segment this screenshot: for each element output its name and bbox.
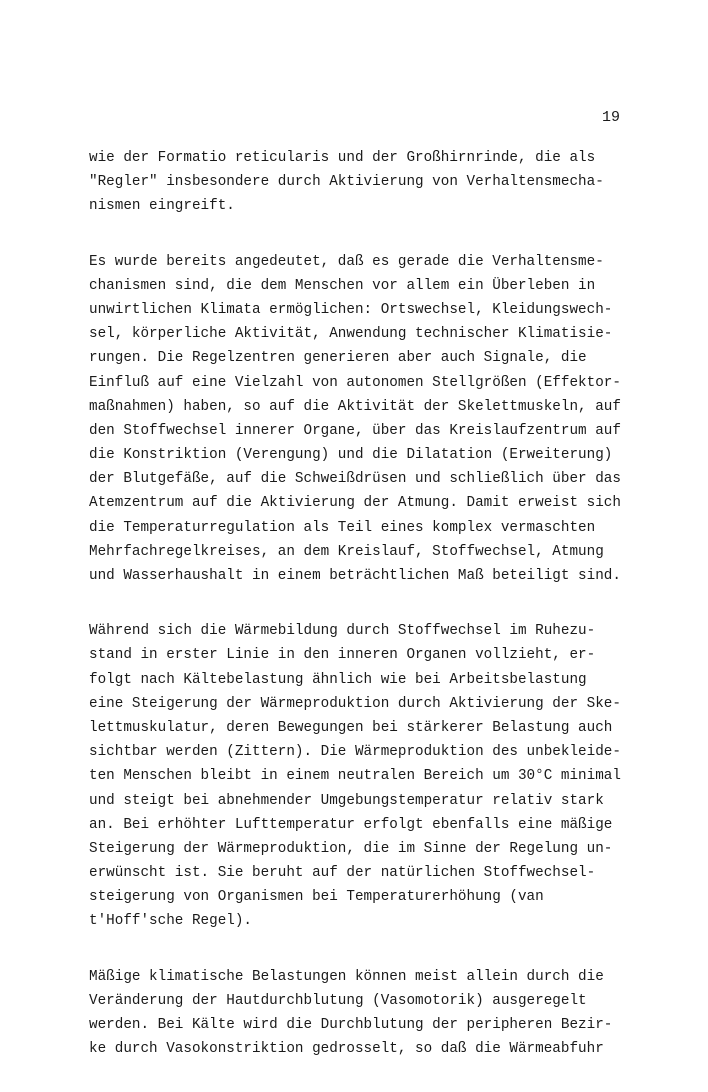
text-line: ke durch Vasokonstriktion gedrosselt, so daß die Wärmeabfuhr xyxy=(89,1041,604,1058)
text-line: ten Menschen bleibt in einem neutralen Bereich um 30°C minimal xyxy=(89,768,621,785)
text-line: nismen eingreift. xyxy=(89,198,235,215)
text-line: unwirtlichen Klimata ermöglichen: Ortswechsel, Kleidungswech- xyxy=(89,301,613,318)
text-line: eine Steigerung der Wärmeproduktion durch Aktivierung der Ske- xyxy=(89,695,621,712)
text-line: die Temperaturregulation als Teil eines komplex vermaschten xyxy=(89,519,596,536)
text-line: sel, körperliche Aktivität, Anwendung technischer Klimatisie- xyxy=(89,326,613,343)
text-line: Während sich die Wärmebildung durch Stoffwechsel im Ruhezu- xyxy=(89,623,596,640)
text-line: t'Hoff'sche Regel). xyxy=(89,913,253,930)
text-line: lettmuskulatur, deren Bewegungen bei stärkerer Belastung auch xyxy=(89,719,613,736)
text-line: wie der Formatio reticularis und der Großhirnrinde, die als xyxy=(89,150,596,166)
text-line: der Blutgefäße, auf die Schweißdrüsen und schließlich über das xyxy=(89,471,621,488)
page-number: 19 xyxy=(602,109,621,126)
paragraph-4 xyxy=(89,965,629,1062)
text-line: steigerung von Organismen bei Temperaturerhöhung (van xyxy=(89,889,544,906)
paragraph-3 xyxy=(89,619,629,933)
text-line: sichtbar werden (Zittern). Die Wärmeproduktion des unbekleide- xyxy=(89,744,621,761)
text-line: Mehrfachregelkreises, an dem Kreislauf, Stoffwechsel, Atmung xyxy=(89,543,604,560)
text-line: Veränderung der Hautdurchblutung (Vasomotorik) ausgeregelt xyxy=(89,992,587,1009)
text-line: werden. Bei Kälte wird die Durchblutung der peripheren Bezir- xyxy=(89,1017,613,1033)
text-line: stand in erster Linie in den inneren Organen vollzieht, er- xyxy=(89,647,596,664)
text-line: Es wurde bereits angedeutet, daß es gerade die Verhaltensme- xyxy=(89,253,604,270)
text-line: und steigt bei abnehmender Umgebungstemperatur relativ stark xyxy=(89,792,604,809)
text-line: maßnahmen) haben, so auf die Aktivität der Skelettmuskeln, auf xyxy=(89,398,621,415)
paragraph-1 xyxy=(89,146,629,219)
text-line: Steigerung der Wärmeproduktion, die im Sinne der Regelung un- xyxy=(89,840,613,857)
text-line: rungen. Die Regelzentren generieren aber auch Signale, die xyxy=(89,350,587,367)
paragraph-2 xyxy=(89,250,629,589)
text-line: Einfluß auf eine Vielzahl von autonomen Stellgrößen (Effektor- xyxy=(89,374,621,391)
body-text xyxy=(89,146,629,1092)
text-line: Atemzentrum auf die Aktivierung der Atmung. Damit erweist sich xyxy=(89,495,621,512)
text-line: an. Bei erhöhter Lufttemperatur erfolgt ebenfalls eine mäßige xyxy=(89,816,613,833)
text-line: die Konstriktion (Verengung) und die Dilatation (Erweiterung) xyxy=(89,447,613,464)
text-line: folgt nach Kältebelastung ähnlich wie bei Arbeitsbelastung xyxy=(89,671,587,688)
text-line: "Regler" insbesondere durch Aktivierung von Verhaltensmecha- xyxy=(89,174,604,191)
text-line: Mäßige klimatische Belastungen können meist allein durch die xyxy=(89,968,604,985)
text-line: erwünscht ist. Sie beruht auf der natürlichen Stoffwechsel- xyxy=(89,865,596,882)
text-line: chanismen sind, die dem Menschen vor allem ein Überleben in xyxy=(89,277,596,294)
text-line: den Stoffwechsel innerer Organe, über das Kreislaufzentrum auf xyxy=(89,422,621,439)
text-line: und Wasserhaushalt in einem beträchtlichen Maß beteiligt sind. xyxy=(89,568,621,584)
